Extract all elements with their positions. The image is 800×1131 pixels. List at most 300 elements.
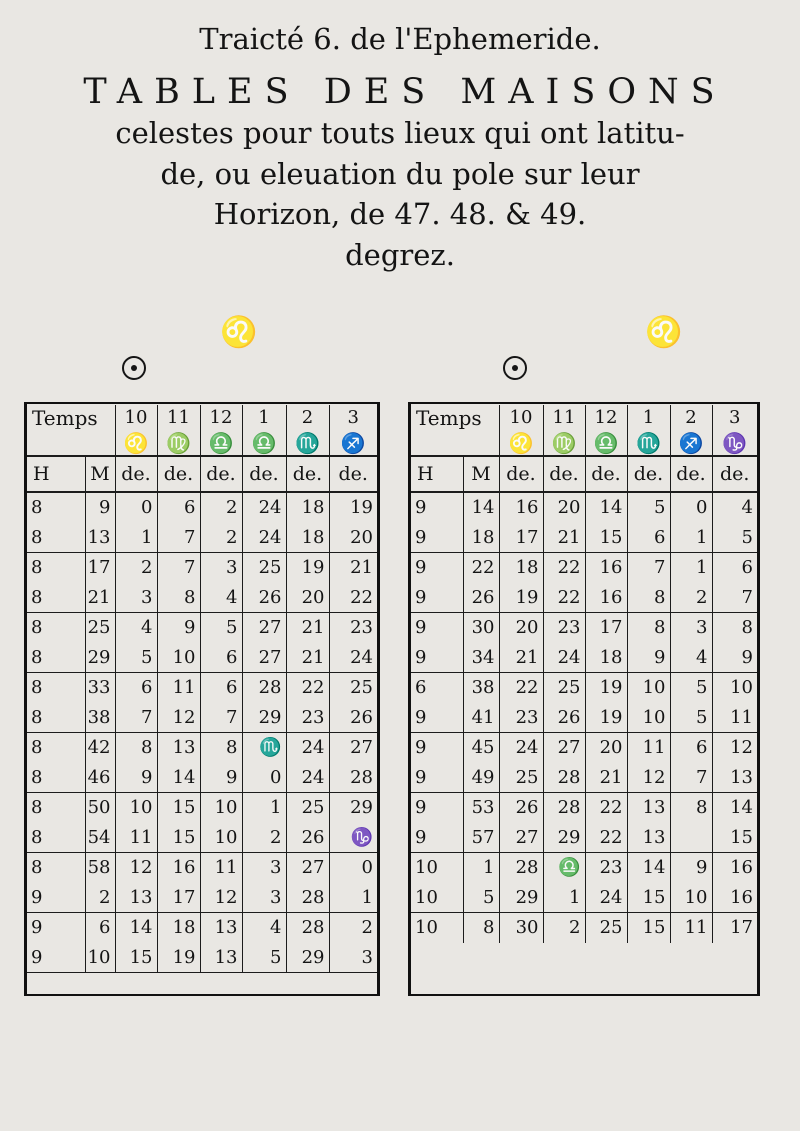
degree-cell: 21	[350, 557, 373, 578]
degree-cell: 10	[627, 703, 670, 733]
table-row	[27, 643, 377, 673]
degree-cell: 6	[670, 733, 712, 763]
hour-cell: 10	[411, 853, 463, 883]
subtitle-line-4: degrez.	[345, 238, 455, 272]
degree-cell: 28	[543, 793, 585, 823]
time-header: Temps	[411, 405, 499, 431]
degree-cell: 17	[157, 883, 200, 913]
degree-cell: 12	[115, 853, 157, 883]
table-row	[411, 673, 757, 703]
degree-cell: 27	[499, 823, 543, 853]
degree-cell: 28	[499, 853, 543, 883]
degree-cell: 16	[157, 853, 200, 883]
degree-cell: 24	[329, 643, 377, 673]
leo-sign-left: ♌	[220, 315, 258, 350]
degree-cell: 13	[627, 793, 670, 823]
degree-cell: 26	[286, 823, 329, 853]
degree-cell: 19	[585, 673, 627, 703]
house-number: 1	[627, 405, 670, 431]
degree-cell: 20	[329, 523, 377, 553]
minute-cell: 8	[463, 913, 499, 943]
table-row	[411, 703, 757, 733]
table-row	[27, 943, 377, 973]
hour-cell: 9	[411, 733, 463, 763]
degree-cell: 14	[157, 763, 200, 793]
minute-cell: 54	[85, 823, 115, 853]
house-number: 10	[115, 405, 157, 431]
degree-cell: 26	[329, 703, 377, 733]
hour-cell: 10	[411, 883, 463, 913]
page-title: TABLES DES MAISONS	[83, 72, 727, 112]
degree-cell: 11	[157, 673, 200, 703]
degree-cell: 24	[242, 492, 286, 523]
minute-cell: 10	[85, 943, 115, 973]
degree-cell: 22	[543, 583, 585, 613]
table-row	[27, 793, 377, 823]
degree-header: de.	[115, 456, 157, 492]
minute-cell: 22	[463, 553, 499, 583]
degree-header: de.	[286, 456, 329, 492]
degree-cell: 3	[200, 553, 242, 583]
subtitle-line-2: de, ou eleuation du pole sur leur	[160, 157, 640, 191]
minute-cell: 53	[463, 793, 499, 823]
minute-cell: 25	[85, 613, 115, 643]
minute-cell: 49	[463, 763, 499, 793]
table-row	[27, 492, 377, 523]
header-row-signs	[411, 431, 757, 456]
hour-cell: 8	[27, 613, 85, 643]
header-row-signs	[27, 431, 377, 456]
minute-cell: 29	[85, 643, 115, 673]
degree-cell: 15	[712, 823, 757, 853]
running-title: Traicté 6. de l'Ephemeride.	[199, 22, 601, 56]
degree-cell: 13	[712, 763, 757, 793]
degree-cell: 1	[329, 883, 377, 913]
degree-header: de.	[200, 456, 242, 492]
minute-cell: 57	[463, 823, 499, 853]
degree-cell: 8	[627, 613, 670, 643]
table-row	[27, 823, 377, 853]
hour-cell: 8	[27, 643, 85, 673]
minute-cell: 5	[463, 883, 499, 913]
degree-cell: ♑	[329, 823, 377, 853]
house-number: 3	[729, 407, 741, 428]
degree-cell: 7	[200, 703, 242, 733]
table-row	[27, 733, 377, 763]
hour-header: H	[411, 456, 463, 492]
subtitle-line-1: celestes pour touts lieux qui ont latitu-	[115, 116, 685, 150]
degree-cell: 7	[627, 553, 670, 583]
minute-header: M	[463, 456, 499, 492]
minute-cell: 34	[463, 643, 499, 673]
degree-cell: 22	[329, 583, 377, 613]
degree-cell: 9	[157, 613, 200, 643]
hour-cell: 9	[27, 883, 85, 913]
degree-cell: 29	[242, 703, 286, 733]
degree-cell: 13	[115, 883, 157, 913]
house-number: 3	[347, 407, 359, 428]
degree-cell: 6	[200, 673, 242, 703]
minute-cell: 58	[85, 853, 115, 883]
degree-cell: 9	[627, 643, 670, 673]
minute-cell: 45	[463, 733, 499, 763]
hour-cell: 6	[411, 673, 463, 703]
degree-header: de.	[329, 456, 377, 492]
table-row	[27, 613, 377, 643]
degree-cell: 6	[115, 673, 157, 703]
zodiac-sign: ♍	[157, 431, 200, 456]
zodiac-sign: ♌	[115, 431, 157, 456]
degree-cell: 11	[627, 733, 670, 763]
degree-cell: 25	[286, 793, 329, 823]
degree-cell: 15	[627, 913, 670, 943]
degree-cell: 2	[242, 823, 286, 853]
minute-cell: 33	[85, 673, 115, 703]
hour-cell: 9	[27, 943, 85, 973]
degree-cell: 22	[585, 823, 627, 853]
degree-cell: 11	[200, 853, 242, 883]
degree-cell: 16	[712, 883, 757, 913]
degree-cell: 22	[499, 673, 543, 703]
degree-cell: 26	[543, 703, 585, 733]
table-row	[411, 492, 757, 523]
degree-cell: 24	[286, 733, 329, 763]
degree-header: de.	[242, 456, 286, 492]
degree-cell: 4	[115, 613, 157, 643]
table-row	[411, 793, 757, 823]
degree-cell: 7	[670, 763, 712, 793]
minute-cell: 2	[85, 883, 115, 913]
house-number: 10	[499, 405, 543, 431]
zodiac-sign: ♎	[242, 431, 286, 456]
leo-sign-right: ♌	[645, 315, 683, 350]
degree-cell: 14	[115, 913, 157, 943]
degree-cell: 1	[670, 553, 712, 583]
time-header-blank	[411, 431, 499, 456]
degree-cell: 5	[670, 673, 712, 703]
degree-cell: 20	[585, 733, 627, 763]
degree-cell: 20	[499, 613, 543, 643]
degree-cell: 23	[585, 853, 627, 883]
zodiac-sign: ♎	[585, 431, 627, 456]
table-row	[411, 733, 757, 763]
degree-cell	[670, 823, 712, 853]
hour-cell: 9	[411, 523, 463, 553]
zodiac-sign: ♌	[499, 431, 543, 456]
hour-cell: 9	[411, 793, 463, 823]
minute-cell: 46	[85, 763, 115, 793]
minute-cell: 50	[85, 793, 115, 823]
degree-cell: 7	[115, 703, 157, 733]
minute-cell: 6	[85, 913, 115, 943]
degree-cell: 15	[157, 793, 200, 823]
degree-cell: 5	[242, 943, 286, 973]
degree-cell: 4	[741, 497, 753, 518]
hour-header: H	[27, 456, 85, 492]
table-row	[411, 553, 757, 583]
degree-cell: 18	[499, 553, 543, 583]
degree-cell: 11	[670, 913, 712, 943]
hour-cell: 9	[411, 583, 463, 613]
degree-cell: 28	[543, 763, 585, 793]
degree-cell: 17	[730, 917, 753, 938]
hour-cell: 8	[27, 763, 85, 793]
degree-cell: 24	[543, 643, 585, 673]
degree-cell: 2	[361, 917, 373, 938]
table-row	[27, 703, 377, 733]
degree-cell: 2	[200, 523, 242, 553]
degree-cell: 8	[627, 583, 670, 613]
degree-cell: 22	[585, 793, 627, 823]
degree-cell: 4	[200, 583, 242, 613]
degree-cell: 19	[499, 583, 543, 613]
degree-cell: 21	[286, 613, 329, 643]
degree-cell: 27	[286, 853, 329, 883]
hour-cell: 8	[27, 492, 85, 523]
table-row	[27, 583, 377, 613]
degree-cell: 28	[242, 673, 286, 703]
degree-cell: 10	[627, 673, 670, 703]
house-number: 11	[157, 405, 200, 431]
degree-cell: 8	[200, 733, 242, 763]
degree-cell: 27	[350, 737, 373, 758]
degree-cell: 14	[627, 853, 670, 883]
hour-cell: 9	[411, 643, 463, 673]
degree-cell: 12	[157, 703, 200, 733]
degree-cell: 27	[543, 733, 585, 763]
degree-cell: 24	[585, 883, 627, 913]
degree-cell: 22	[543, 553, 585, 583]
degree-cell: 21	[585, 763, 627, 793]
zodiac-sign: ♎	[200, 431, 242, 456]
degree-cell: 11	[712, 703, 757, 733]
degree-cell: ♎	[543, 853, 585, 883]
degree-cell: 2	[543, 913, 585, 943]
degree-cell: 0	[115, 492, 157, 523]
degree-header: de.	[670, 456, 712, 492]
hour-cell: 8	[27, 733, 85, 763]
degree-cell: 4	[670, 643, 712, 673]
degree-cell: 9	[712, 643, 757, 673]
degree-cell: 9	[200, 763, 242, 793]
degree-cell: 5	[115, 643, 157, 673]
hour-cell: 9	[411, 823, 463, 853]
hour-cell: 8	[27, 523, 85, 553]
degree-cell: 24	[242, 523, 286, 553]
degree-cell: 29	[286, 943, 329, 973]
hour-cell: 8	[27, 673, 85, 703]
degree-cell: 0	[361, 857, 373, 878]
degree-cell: 7	[157, 553, 200, 583]
degree-cell: 0	[242, 763, 286, 793]
hour-cell: 9	[411, 553, 463, 583]
degree-cell: 19	[350, 497, 373, 518]
degree-cell: 21	[499, 643, 543, 673]
zodiac-sign: ♐	[340, 431, 366, 455]
table-row	[411, 523, 757, 553]
hour-cell: 9	[411, 763, 463, 793]
minute-cell: 30	[463, 613, 499, 643]
degree-cell: 26	[242, 583, 286, 613]
degree-cell: 9	[115, 763, 157, 793]
table-row	[411, 763, 757, 793]
degree-cell: 11	[115, 823, 157, 853]
degree-cell: 3	[242, 853, 286, 883]
hour-cell: 9	[411, 703, 463, 733]
degree-cell: 10	[200, 793, 242, 823]
degree-cell: 15	[157, 823, 200, 853]
table-row	[411, 643, 757, 673]
degree-cell: 5	[200, 613, 242, 643]
degree-header: de.	[585, 456, 627, 492]
house-number: 11	[543, 405, 585, 431]
zodiac-sign: ♏	[627, 431, 670, 456]
degree-cell: 25	[350, 677, 373, 698]
degree-cell: 29	[350, 797, 373, 818]
table-row	[411, 613, 757, 643]
degree-cell: 3	[329, 943, 377, 973]
header-row-units	[27, 456, 377, 492]
minute-cell: 41	[463, 703, 499, 733]
hour-cell: 9	[411, 492, 463, 523]
house-number: 2	[670, 405, 712, 431]
degree-cell: 14	[730, 797, 753, 818]
time-header-blank	[27, 431, 115, 456]
minute-cell: 14	[463, 492, 499, 523]
minute-cell: 42	[85, 733, 115, 763]
degree-header: de.	[712, 456, 757, 492]
degree-cell: 6	[741, 557, 753, 578]
degree-cell: 18	[286, 523, 329, 553]
hour-cell: 9	[411, 613, 463, 643]
degree-cell: 19	[286, 553, 329, 583]
degree-cell: 15	[115, 943, 157, 973]
degree-cell: ♏	[242, 733, 286, 763]
degree-cell: 18	[157, 913, 200, 943]
table-row	[27, 883, 377, 913]
degree-cell: 14	[585, 492, 627, 523]
minute-cell: 26	[463, 583, 499, 613]
degree-cell: 6	[200, 643, 242, 673]
degree-cell: 13	[200, 943, 242, 973]
header-row-houses	[411, 405, 757, 431]
degree-cell: 2	[670, 583, 712, 613]
degree-cell: 17	[499, 523, 543, 553]
degree-cell: 20	[543, 492, 585, 523]
header-row-units	[411, 456, 757, 492]
degree-cell: 24	[286, 763, 329, 793]
degree-cell: 5	[712, 523, 757, 553]
house-number: 12	[200, 405, 242, 431]
degree-cell: 29	[499, 883, 543, 913]
minute-cell: 38	[463, 673, 499, 703]
degree-cell: 9	[670, 853, 712, 883]
degree-cell: 17	[585, 613, 627, 643]
table-row	[411, 823, 757, 853]
degree-header: de.	[499, 456, 543, 492]
right-house-table	[411, 405, 757, 943]
degree-cell: 27	[242, 643, 286, 673]
header-row-houses	[27, 405, 377, 431]
house-number: 1	[242, 405, 286, 431]
table-row	[27, 523, 377, 553]
time-header: Temps	[27, 405, 115, 431]
minute-header: M	[85, 456, 115, 492]
table-row	[411, 913, 757, 943]
degree-cell: 28	[329, 763, 377, 793]
subtitle-line-3: Horizon, de 47. 48. & 49.	[213, 197, 587, 231]
minute-cell: 21	[85, 583, 115, 613]
degree-cell: 3	[670, 613, 712, 643]
degree-cell: 28	[286, 913, 329, 943]
hour-cell: 8	[27, 823, 85, 853]
hour-cell: 10	[411, 913, 463, 943]
sun-icon	[503, 356, 527, 380]
degree-cell: 16	[585, 583, 627, 613]
degree-cell: 10	[115, 793, 157, 823]
degree-header: de.	[543, 456, 585, 492]
hour-cell: 9	[27, 913, 85, 943]
table-row	[411, 583, 757, 613]
table-row	[411, 853, 757, 883]
degree-cell: 2	[115, 553, 157, 583]
minute-cell: 17	[85, 553, 115, 583]
degree-cell: 8	[741, 617, 753, 638]
degree-cell: 25	[585, 913, 627, 943]
degree-cell: 16	[499, 492, 543, 523]
degree-cell: 10	[157, 643, 200, 673]
degree-cell: 30	[499, 913, 543, 943]
degree-cell: 27	[242, 613, 286, 643]
left-house-table	[27, 405, 377, 973]
degree-cell: 3	[242, 883, 286, 913]
hour-cell: 8	[27, 583, 85, 613]
degree-cell: 10	[200, 823, 242, 853]
degree-cell: 19	[157, 943, 200, 973]
degree-cell: 13	[200, 913, 242, 943]
minute-cell: 38	[85, 703, 115, 733]
minute-cell: 13	[85, 523, 115, 553]
sun-icon	[122, 356, 146, 380]
table-row	[411, 883, 757, 913]
degree-cell: 23	[286, 703, 329, 733]
hour-cell: 8	[27, 793, 85, 823]
table-row	[27, 673, 377, 703]
zodiac-sign: ♏	[286, 431, 329, 456]
degree-cell: 5	[670, 703, 712, 733]
minute-cell: 18	[463, 523, 499, 553]
degree-cell: 8	[157, 583, 200, 613]
degree-cell: 12	[730, 737, 753, 758]
degree-cell: 1	[670, 523, 712, 553]
table-row	[27, 763, 377, 793]
degree-cell: 6	[627, 523, 670, 553]
degree-cell: 15	[585, 523, 627, 553]
minute-cell: 9	[85, 492, 115, 523]
degree-cell: 18	[286, 492, 329, 523]
degree-header: de.	[157, 456, 200, 492]
zodiac-sign: ♑	[722, 431, 748, 455]
house-number: 12	[585, 405, 627, 431]
degree-cell: 21	[286, 643, 329, 673]
degree-cell: 15	[627, 883, 670, 913]
degree-cell: 2	[200, 492, 242, 523]
degree-cell: 16	[730, 857, 753, 878]
house-number: 2	[286, 405, 329, 431]
degree-cell: 12	[627, 763, 670, 793]
degree-cell: 13	[157, 733, 200, 763]
degree-cell: 29	[543, 823, 585, 853]
